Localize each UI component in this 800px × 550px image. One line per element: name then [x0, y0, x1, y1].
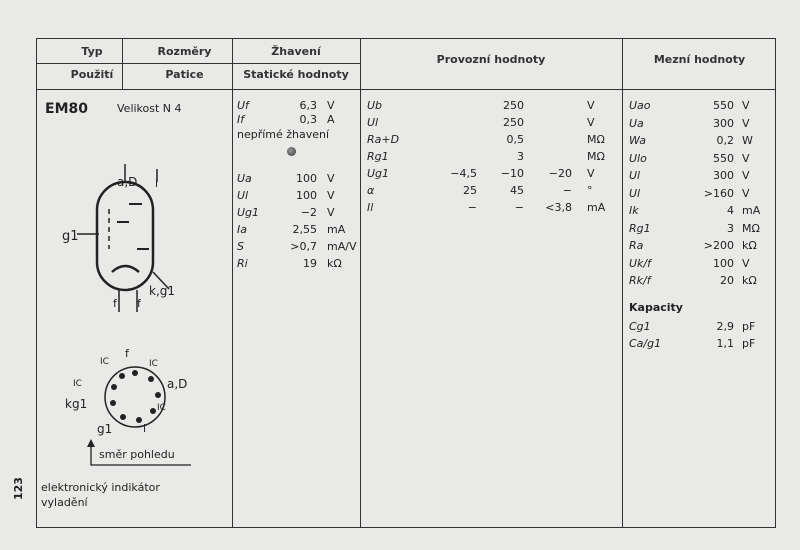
tube-description-line2: vyladění: [41, 496, 88, 509]
limit-value: 4: [727, 204, 734, 217]
capacity-value: 1,1: [716, 337, 734, 350]
diagram-label-i: i: [155, 177, 159, 190]
limit-unit: V: [742, 186, 750, 200]
operating-value-1: 25: [463, 184, 477, 197]
limit-value: >200: [703, 239, 734, 252]
limit-unit: MΩ: [742, 221, 760, 235]
base-label-f: f: [125, 347, 129, 360]
limit-value: 0,2: [716, 134, 734, 147]
header-pouziti: Použití: [70, 68, 114, 81]
static-value: 2,55: [292, 223, 317, 236]
base-label-ic-top-right: IC: [149, 359, 158, 369]
header-typ: Typ: [81, 45, 103, 58]
limit-unit: V: [742, 99, 750, 112]
static-unit: V: [327, 206, 335, 219]
limit-unit: W: [742, 134, 753, 147]
static-unit: mA/V: [327, 240, 357, 253]
operating-value-1: −: [467, 201, 477, 214]
static-value: −2: [300, 206, 317, 219]
limit-symbol: Uk/f: [629, 256, 651, 270]
static-unit: mA: [327, 223, 346, 236]
operating-unit: V: [587, 167, 595, 180]
static-symbol: Ul: [237, 189, 249, 202]
static-value: 19: [303, 257, 317, 270]
base-label-i: i: [143, 422, 147, 435]
static-value: 100: [296, 189, 317, 202]
header-staticke: Statické hodnoty: [243, 68, 349, 81]
limit-value: 100: [713, 256, 734, 270]
heating-value: 6,3: [299, 99, 317, 112]
operating-value-2: 250: [503, 99, 524, 112]
limit-symbol: Ul: [629, 169, 641, 182]
diagram-label-aD: a,D: [117, 175, 138, 189]
diagram-label-f1: f: [113, 297, 117, 310]
operating-symbol: Rg1: [367, 150, 389, 163]
header-mezni: Mezní hodnoty: [653, 53, 746, 66]
base-label-ic-right: IC: [157, 403, 166, 413]
operating-value-2: 3: [517, 150, 524, 163]
limit-value: >160: [703, 186, 734, 200]
limit-symbol: Rg1: [629, 221, 651, 235]
heating-unit: V: [327, 99, 335, 112]
static-unit: kΩ: [327, 257, 342, 270]
operating-value-2: 250: [503, 116, 524, 129]
view-direction-label: směr pohledu: [99, 448, 175, 461]
operating-value-3: −: [562, 184, 572, 197]
limit-value: 3: [727, 221, 734, 235]
static-symbol: Ri: [237, 257, 248, 270]
limit-value: 550: [713, 99, 734, 112]
limit-symbol: Ulo: [629, 151, 647, 165]
limit-symbol: Rk/f: [629, 274, 651, 287]
operating-symbol: Il: [367, 201, 374, 214]
diagram-label-g1: g1: [62, 229, 79, 244]
heating-symbol: Uf: [237, 99, 249, 112]
limit-symbol: Ua: [629, 116, 644, 130]
heating-unit: A: [327, 113, 335, 126]
static-symbol: Ug1: [237, 206, 260, 219]
operating-value-3: <3,8: [545, 201, 572, 214]
limit-symbol: Ul: [629, 186, 641, 200]
static-symbol: Ua: [237, 172, 252, 185]
base-label-g1: g1: [97, 422, 113, 436]
limit-value: 300: [713, 169, 734, 182]
table-header: [37, 39, 775, 90]
indirect-heating-marker: [287, 147, 296, 156]
operating-value-2: 0,5: [506, 133, 524, 146]
tube-size: Velikost N 4: [117, 102, 182, 115]
capacity-value: 2,9: [716, 320, 734, 333]
operating-symbol: Ub: [367, 99, 383, 112]
limit-unit: V: [742, 169, 750, 182]
capacity-symbol: Ca/g1: [629, 337, 662, 350]
static-value: >0,7: [290, 240, 317, 253]
capacity-title: Kapacity: [629, 301, 683, 314]
operating-symbol: Ul: [367, 116, 379, 129]
tube-description-line1: elektronický indikátor: [41, 481, 160, 494]
diagram-label-f2: f: [137, 297, 141, 310]
operating-symbol: α: [367, 184, 375, 197]
limit-unit: V: [742, 116, 750, 130]
capacity-unit: pF: [742, 337, 756, 350]
base-label-kg1: kg1: [65, 397, 88, 411]
limit-unit: mA: [742, 204, 761, 217]
capacity-unit: pF: [742, 320, 756, 333]
operating-value-2: −: [514, 201, 524, 214]
heating-note: nepřímé žhavení: [237, 128, 330, 141]
static-symbol: Ia: [237, 223, 247, 236]
limit-value: 300: [713, 116, 734, 130]
static-unit: V: [327, 189, 335, 202]
operating-unit: MΩ: [587, 133, 605, 146]
static-symbol: S: [237, 240, 244, 253]
limit-unit: V: [742, 151, 750, 165]
limit-symbol: Ik: [629, 204, 639, 217]
limit-value: 550: [713, 151, 734, 165]
tube-data-table: [36, 38, 776, 528]
operating-unit: V: [587, 116, 595, 129]
operating-unit: MΩ: [587, 150, 605, 163]
diagram-label-kg1: k,g1: [149, 284, 176, 298]
base-label-ic-top-left: IC: [100, 357, 109, 367]
static-value: 100: [296, 172, 317, 185]
operating-unit: °: [587, 184, 593, 197]
operating-unit: V: [587, 99, 595, 112]
tube-name: EM80: [45, 101, 88, 117]
heating-symbol: If: [237, 113, 245, 126]
limit-symbol: Uao: [629, 99, 651, 112]
limit-unit: V: [742, 256, 750, 270]
header-patice: Patice: [165, 68, 204, 81]
heating-value: 0,3: [299, 113, 317, 126]
operating-value-2: −10: [500, 167, 524, 180]
limit-value: 20: [720, 274, 734, 287]
header-rozmery: Rozměry: [157, 45, 212, 58]
static-unit: V: [327, 172, 335, 185]
header-provozni: Provozní hodnoty: [436, 53, 546, 66]
limit-symbol: Ra: [629, 239, 644, 252]
operating-symbol: Ra+D: [367, 133, 400, 146]
capacity-symbol: Cg1: [629, 320, 651, 333]
limit-unit: kΩ: [742, 274, 757, 287]
page-number: 123: [12, 477, 25, 500]
operating-value-3: −20: [548, 167, 572, 180]
operating-value-2: 45: [510, 184, 524, 197]
header-zhaveni: Žhavení: [271, 45, 321, 58]
operating-unit: mA: [587, 201, 606, 214]
limit-symbol: Wa: [629, 134, 647, 147]
base-label-aD: a,D: [167, 377, 188, 391]
operating-value-1: −4,5: [450, 167, 477, 180]
operating-symbol: Ug1: [367, 167, 390, 180]
limit-unit: kΩ: [742, 239, 757, 252]
base-label-ic-left: IC: [73, 379, 82, 389]
